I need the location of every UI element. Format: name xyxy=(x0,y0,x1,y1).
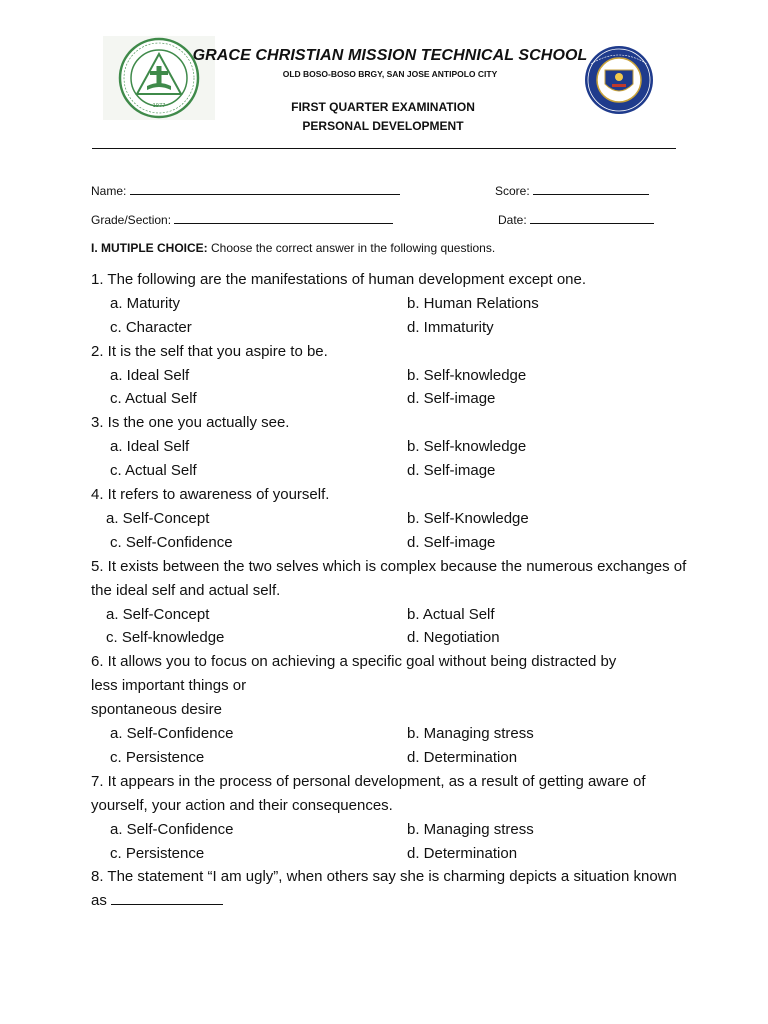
question-text-line-3: spontaneous desire xyxy=(91,701,222,719)
question-8 xyxy=(91,865,691,913)
svg-text:1977: 1977 xyxy=(152,103,166,109)
question-list xyxy=(91,268,691,913)
question-text: 8. The statement “I am ugly”, when others say she is charming depicts a situation known as xyxy=(91,868,677,910)
exam-title: FIRST QUARTER EXAMINATION xyxy=(291,100,475,114)
name-field[interactable] xyxy=(91,183,400,198)
option-a[interactable]: a. Maturity xyxy=(110,294,181,312)
question-3 xyxy=(91,411,691,483)
option-d[interactable]: d. Determination xyxy=(407,844,518,862)
option-d[interactable]: d. Determination xyxy=(407,748,518,766)
question-text: 2. It is the self that you aspire to be. xyxy=(91,342,328,360)
option-c[interactable]: c. Character xyxy=(110,318,192,336)
option-b[interactable]: b. Self-Knowledge xyxy=(407,509,529,527)
score-label: Score: xyxy=(495,184,530,198)
question-6 xyxy=(91,650,691,770)
answer-blank[interactable] xyxy=(111,890,223,905)
question-text: 4. It refers to awareness of yourself. xyxy=(91,486,330,504)
grade-section-label: Grade/Section: xyxy=(91,213,172,227)
instructions-heading: I. MUTIPLE CHOICE: xyxy=(91,241,208,255)
option-d[interactable]: d. Self-image xyxy=(407,533,496,551)
date-field[interactable] xyxy=(498,212,654,227)
option-d[interactable]: d. Immaturity xyxy=(407,318,494,336)
question-2 xyxy=(91,340,691,412)
school-name: GRACE CHRISTIAN MISSION TECHNICAL SCHOOL xyxy=(192,47,588,64)
date-line[interactable] xyxy=(530,212,654,224)
name-line[interactable] xyxy=(130,183,400,195)
option-d[interactable]: d. Negotiation xyxy=(407,629,500,647)
option-c[interactable]: c. Actual Self xyxy=(110,462,197,480)
question-1 xyxy=(91,268,691,340)
instructions-text: Choose the correct answer in the following questions. xyxy=(207,241,496,255)
exam-subject: PERSONAL DEVELOPMENT xyxy=(302,119,464,133)
option-b[interactable]: b. Self-knowledge xyxy=(407,366,527,384)
school-address: OLD BOSO-BOSO BRGY, SAN JOSE ANTIPOLO CITY xyxy=(282,69,498,79)
option-b[interactable]: b. Self-knowledge xyxy=(407,438,527,456)
score-field[interactable] xyxy=(495,183,649,198)
question-text-line-2: less important things or xyxy=(91,677,247,695)
option-a[interactable]: a. Ideal Self xyxy=(110,438,190,456)
question-text: 3. Is the one you actually see. xyxy=(91,414,290,432)
option-a[interactable]: a. Self-Concept xyxy=(106,509,210,527)
question-5 xyxy=(91,555,691,651)
question-text-line-1: 6. It allows you to focus on achieving a specific goal without being distracted by xyxy=(91,653,617,671)
option-c[interactable]: c. Self-knowledge xyxy=(106,629,225,647)
option-b[interactable]: b. Managing stress xyxy=(407,725,534,743)
option-d[interactable]: d. Self-image xyxy=(407,390,496,408)
score-line[interactable] xyxy=(533,183,649,195)
question-4 xyxy=(91,483,691,555)
instructions xyxy=(91,241,495,255)
option-a[interactable]: a. Self-Confidence xyxy=(110,725,234,743)
header-divider xyxy=(92,148,676,149)
option-b[interactable]: b. Actual Self xyxy=(407,605,495,623)
question-7 xyxy=(91,770,691,866)
name-label: Name: xyxy=(91,184,127,198)
option-c[interactable]: c. Actual Self xyxy=(110,390,197,408)
grade-section-line[interactable] xyxy=(174,212,393,224)
option-c[interactable]: c. Persistence xyxy=(110,844,205,862)
option-c[interactable]: c. Persistence xyxy=(110,748,205,766)
question-text: 1. The following are the manifestations of human development except one. xyxy=(91,271,587,288)
option-a[interactable]: a. Ideal Self xyxy=(110,366,190,384)
option-d[interactable]: d. Self-image xyxy=(407,462,496,480)
grade-section-field[interactable] xyxy=(91,212,393,227)
option-a[interactable]: a. Self-Concept xyxy=(106,605,210,623)
date-label: Date: xyxy=(498,213,527,227)
question-text: 7. It appears in the process of personal development, as a result of getting aware of yourself, your action and their consequences. xyxy=(91,772,646,814)
question-text: 5. It exists between the two selves which is complex because the numerous exchanges of the ideal self and actual self. xyxy=(91,557,687,599)
option-c[interactable]: c. Self-Confidence xyxy=(110,533,233,551)
option-b[interactable]: b. Human Relations xyxy=(407,294,539,312)
option-b[interactable]: b. Managing stress xyxy=(407,820,534,838)
option-a[interactable]: a. Self-Confidence xyxy=(110,820,234,838)
